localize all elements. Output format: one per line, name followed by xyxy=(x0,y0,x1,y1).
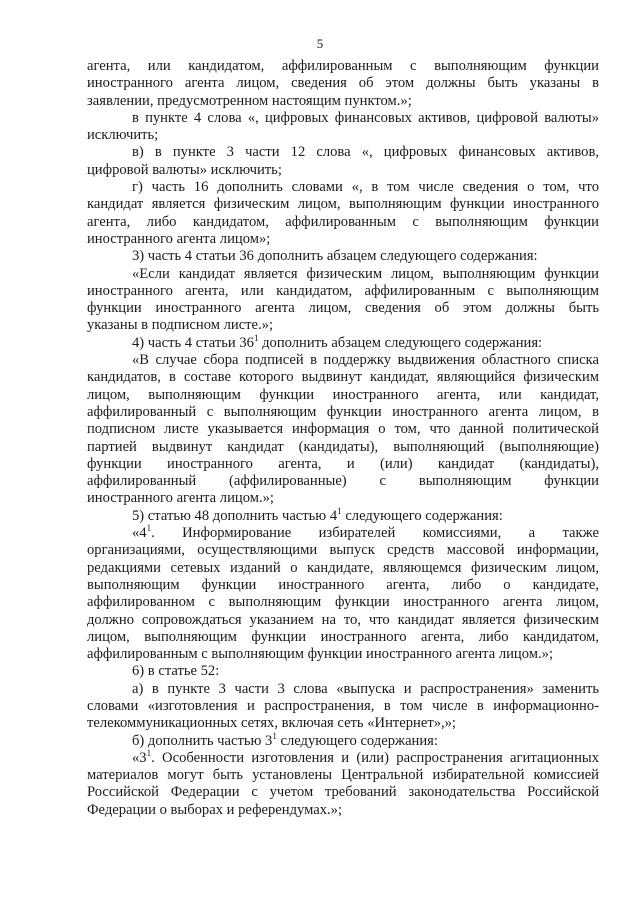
text-line: телекоммуникационных сетях, включая сеть «Интернет»,»; xyxy=(87,715,456,732)
text-line: аффилированный (аффилированные) с выполняющим функции xyxy=(87,473,599,490)
text-line: исключить; xyxy=(87,127,159,144)
text-line: иностранного агента лицом»; xyxy=(87,230,271,247)
text-line: «$4^1$. Информирование избирателей комиссиями, а также xyxy=(132,523,599,542)
text-line: материалов могут быть установлены Центральной избирательной комиссией xyxy=(87,767,599,784)
text-line: Российской Федерации с учетом требований законодательства Российской xyxy=(87,784,599,801)
text-line: 3) часть 4 статьи 36 дополнить абзацем следующего содержания: xyxy=(132,248,538,265)
text-line: агента, или кандидатом, аффилированным с выполняющим функции xyxy=(87,58,599,74)
text-line: словами «изготовления и распространения, в том числе в информационно- xyxy=(87,697,599,714)
text-line: организациями, осуществляющими выпуск средств массовой информации, xyxy=(87,542,599,559)
text-line: кандидат является физическим лицом, выполняющим функции иностранного xyxy=(87,196,599,213)
text-line: б) дополнить частью $3^1$ следующего содержания: xyxy=(132,730,438,749)
page-number: 5 xyxy=(316,36,324,51)
superscript: 1 xyxy=(146,747,152,758)
text-line: в пункте 4 слова «, цифровых финансовых активов, цифровой валюты» xyxy=(132,109,599,126)
text-line: 6) в статье 52: xyxy=(132,663,220,680)
text-line: кандидатов, в составе которого выдвинут кандидат, являющийся физическим xyxy=(87,369,599,386)
text-line: в) в пункте 3 части 12 слова «, цифровых финансовых активов, xyxy=(132,144,599,161)
text-line: агента, либо кандидатом, аффилированным с выполняющим функции xyxy=(87,213,599,230)
text-line: иностранного агента лицом.»; xyxy=(87,490,274,507)
text-line: аффилированный с выполняющим функции иностранного агента лицом, в xyxy=(87,403,599,420)
text-line: редакциями сетевых изданий о кандидате, являющемся физическим лицом, xyxy=(87,559,599,576)
text-line: аффилированном с выполняющим функции иностранного агента лицом, xyxy=(87,594,599,611)
superscript: 1 xyxy=(253,332,259,343)
document-body xyxy=(87,58,599,819)
text-line: а) в пункте 3 части 3 слова «выпуска и распространения» заменить xyxy=(132,680,599,697)
text-line: Федерации о выборах и референдумах.»; xyxy=(87,801,343,818)
text-line: «Если кандидат является физическим лицом, выполняющим функции xyxy=(132,265,599,282)
text-line: цифровой валюты» исключить; xyxy=(87,161,282,178)
text-line: заявлении, предусмотренном настоящим пунктом.»; xyxy=(87,92,412,109)
text-line: выполняющим функции иностранного агента, либо о кандидате, xyxy=(87,576,599,593)
text-line: указаны в подписном листе.»; xyxy=(87,317,274,334)
superscript: 1 xyxy=(272,730,277,741)
text-line: иностранного агента, или кандидатом, аффилированным с выполняющим xyxy=(87,282,599,299)
text-line: лицом, выполняющим функции иностранного агента, либо кандидатом, xyxy=(87,628,599,645)
text-line: г) часть 16 дополнить словами «, в том числе сведения о том, что xyxy=(132,179,599,196)
superscript: 1 xyxy=(337,505,342,516)
text-line: функции иностранного агента лицом, сведения об этом должны быть xyxy=(87,300,599,317)
text-line: иностранного агента лицом, сведения об этом должны быть указаны в xyxy=(87,75,599,92)
text-line: лицом, выполняющим функции иностранного агента, или кандидат, xyxy=(87,386,599,403)
text-line: 4) часть 4 статьи $36^1$ дополнить абзацем следующего содержания: xyxy=(132,332,543,351)
text-line: функции иностранного агента, и (или) кандидат (кандидаты), xyxy=(87,455,599,472)
text-line: должно сопровождаться указанием на то, что кандидат является физическим xyxy=(87,611,599,628)
superscript: 1 xyxy=(146,523,152,534)
text-line: «$3^1$. Особенности изготовления и (или) распространения агитационных xyxy=(132,747,599,766)
text-line: аффилированным с выполняющим функции иностранного агента лицом.»; xyxy=(87,646,553,663)
text-line: партией выдвинут кандидат (кандидаты), выполняющий (выполняющие) xyxy=(87,438,599,455)
text-line: подписном листе указывается информация о том, что данной политической xyxy=(87,421,599,438)
text-line: «В случае сбора подписей в поддержку выдвижения областного списка xyxy=(132,352,599,369)
text-line: 5) статью 48 дополнить частью $4^1$ следующего содержания: xyxy=(132,505,503,524)
